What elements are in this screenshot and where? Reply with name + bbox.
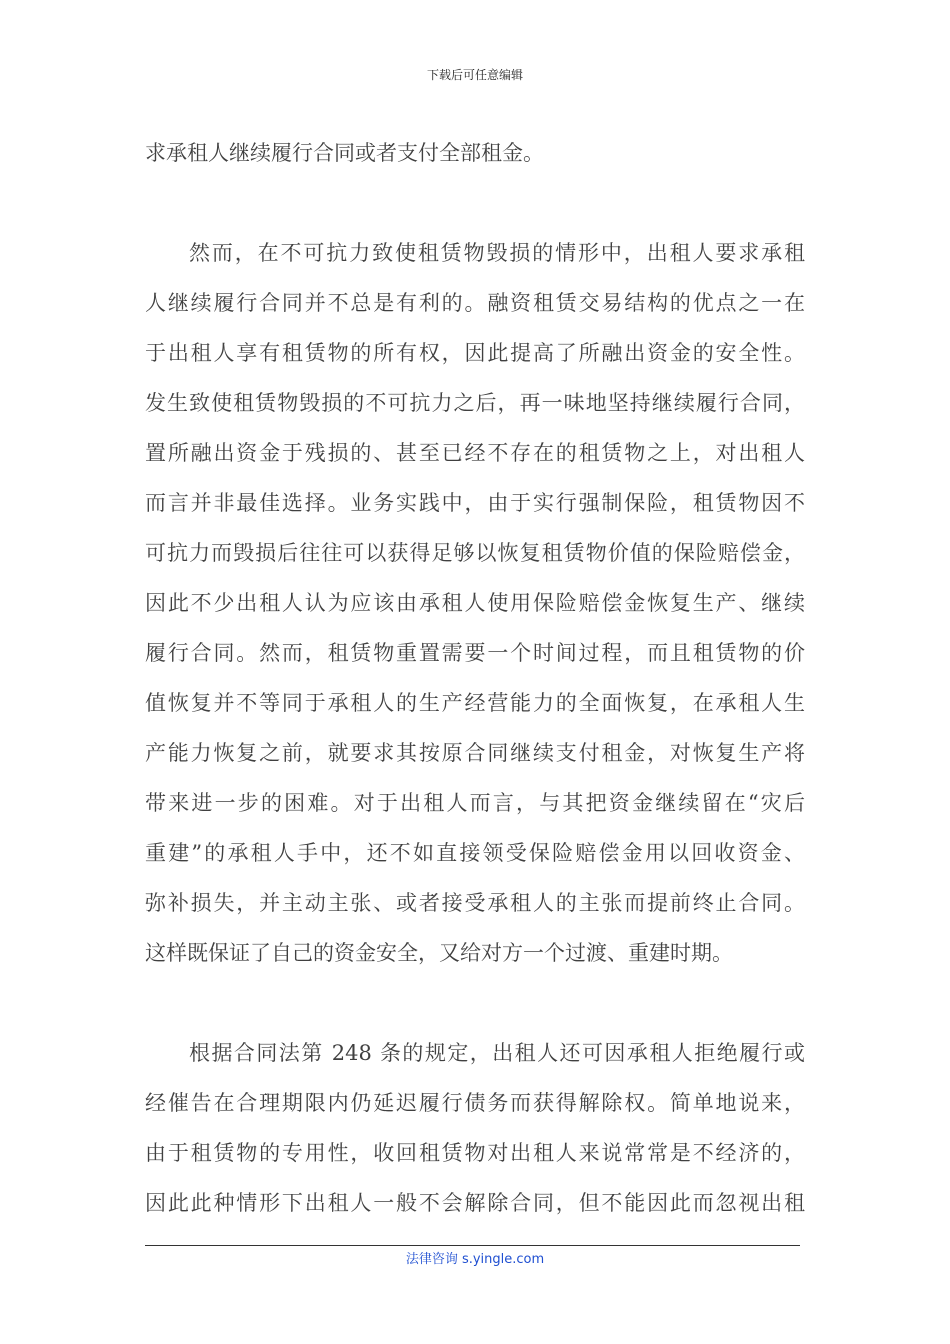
- paragraph-gap: [145, 978, 805, 1028]
- page-footer-link[interactable]: 法律咨询 s.yingle.com: [405, 1252, 545, 1267]
- footer-divider: [145, 1245, 800, 1246]
- text-line: 履行合同。然而，租赁物重置需要一个时间过程，而且租赁物的价: [145, 641, 805, 665]
- text-line: 置所融出资金于残损的、甚至已经不存在的租赁物之上，对出租人: [145, 441, 805, 465]
- document-body: [145, 128, 805, 1228]
- text-line: 因此不少出租人认为应该由承租人使用保险赔偿金恢复生产、继续: [145, 591, 805, 615]
- text-line: 根据合同法第 248 条的规定，出租人还可因承租人拒绝履行或: [189, 1041, 805, 1065]
- text-line: 这样既保证了自己的资金安全，又给对方一个过渡、重建时期。: [145, 941, 733, 965]
- text-line: 由于租赁物的专用性，收回租赁物对出租人来说常常是不经济的，: [145, 1141, 805, 1165]
- text-line: 带来进一步的困难。对于出租人而言，与其把资金继续留在“灾后: [145, 791, 805, 815]
- text-line: 然而，在不可抗力致使租赁物毁损的情形中，出租人要求承租: [189, 241, 805, 265]
- paragraph-gap: [145, 178, 805, 228]
- text-line: 人继续履行合同并不总是有利的。融资租赁交易结构的优点之一在: [145, 291, 805, 315]
- text-line: 弥补损失，并主动主张、或者接受承租人的主张而提前终止合同。: [145, 891, 805, 915]
- text-line: 经催告在合理期限内仍延迟履行债务而获得解除权。简单地说来，: [145, 1091, 805, 1115]
- text-line: 发生致使租赁物毁损的不可抗力之后，再一味地坚持继续履行合同，: [145, 391, 805, 415]
- text-line: 值恢复并不等同于承租人的生产经营能力的全面恢复，在承租人生: [145, 691, 805, 715]
- text-line: 求承租人继续履行合同或者支付全部租金。: [145, 141, 544, 165]
- text-line: 因此此种情形下出租人一般不会解除合同，但不能因此而忽视出租: [145, 1191, 805, 1215]
- text-line: 而言并非最佳选择。业务实践中，由于实行强制保险，租赁物因不: [145, 491, 805, 515]
- text-line: 于出租人享有租赁物的所有权，因此提高了所融出资金的安全性。: [145, 341, 805, 365]
- page-header: 下载后可任意编辑: [426, 68, 523, 82]
- text-line: 可抗力而毁损后往往可以获得足够以恢复租赁物价值的保险赔偿金，: [145, 541, 805, 565]
- text-line: 产能力恢复之前，就要求其按原合同继续支付租金，对恢复生产将: [145, 741, 805, 765]
- text-line: 重建”的承租人手中，还不如直接领受保险赔偿金用以回收资金、: [145, 841, 805, 865]
